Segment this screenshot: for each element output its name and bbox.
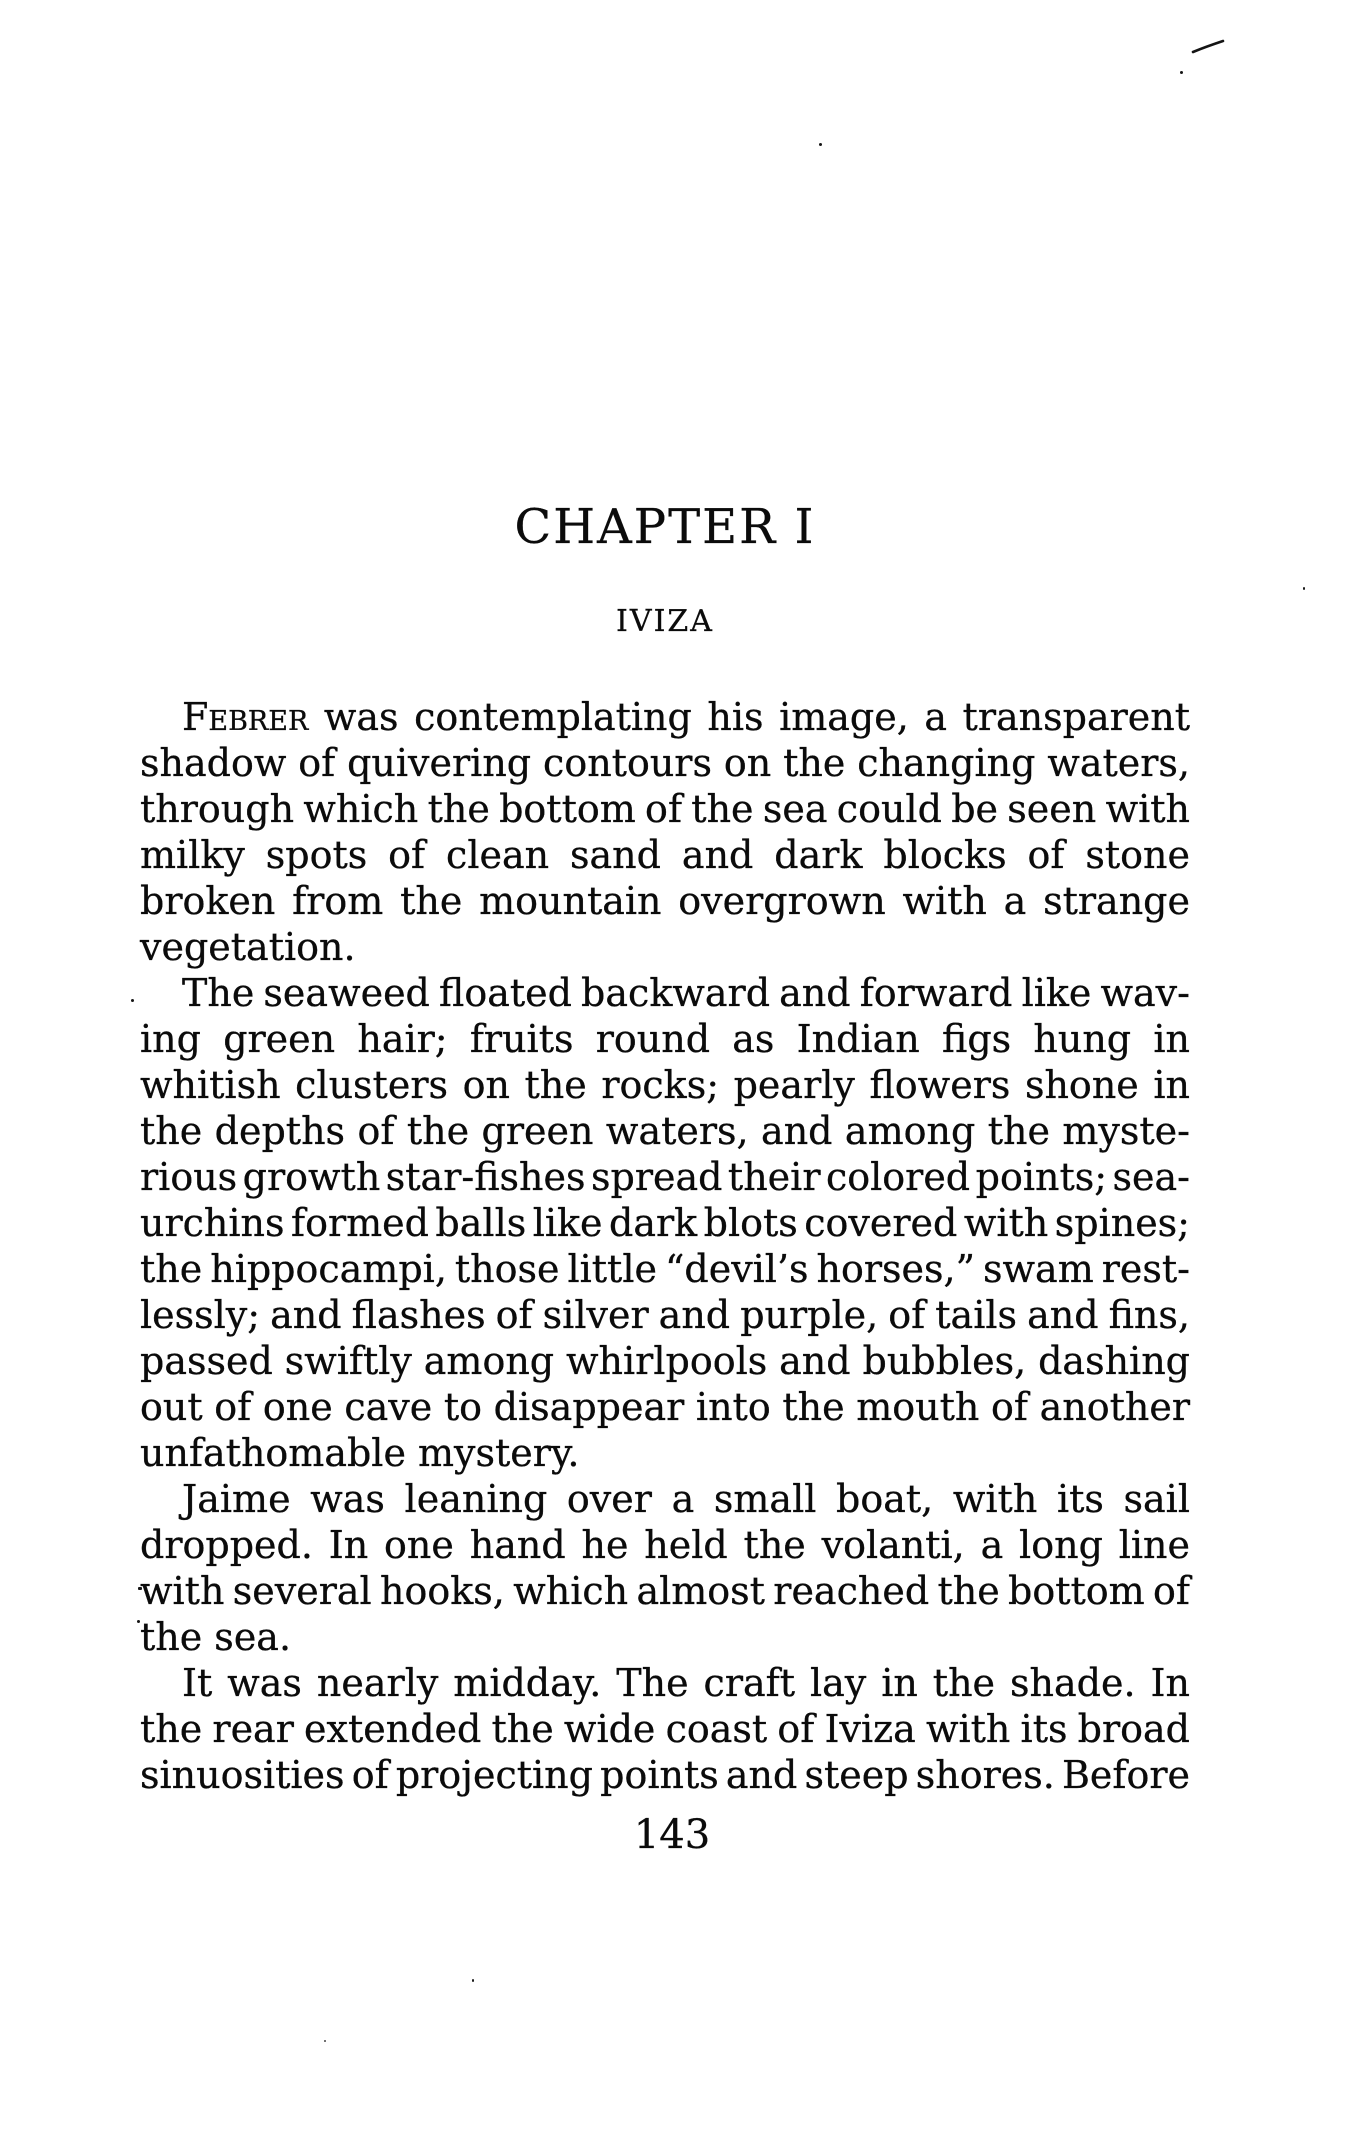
- small-caps-lead: Febrer: [182, 695, 309, 739]
- text-line: dropped. In one hand he held the volanti, a long line: [140, 1523, 1190, 1567]
- scan-speck: [472, 1979, 474, 1982]
- scan-speck: [819, 143, 822, 146]
- scan-speck: [1303, 587, 1305, 590]
- text-line: the depths of the green waters, and among the myste-: [140, 1109, 1190, 1153]
- text-line: Febrer was contemplating his image, a transparent: [182, 695, 1190, 739]
- paragraph: [140, 694, 1190, 970]
- text-line: with several hooks, which almost reached the bottom of: [140, 1569, 1190, 1613]
- text-line: lessly; and flashes of silver and purple, of tails and fins,: [140, 1293, 1190, 1337]
- scan-stroke-mark: [1191, 39, 1225, 55]
- scan-speck: [324, 2040, 326, 2042]
- text-line: milky spots of clean sand and dark blocks of stone: [140, 833, 1190, 877]
- text-line: rious growth star-fishes spread their colored points; sea-: [140, 1155, 1190, 1199]
- text-line: The seaweed floated backward and forward like wav-: [182, 971, 1190, 1015]
- text-line: passed swiftly among whirlpools and bubbles, dashing: [140, 1339, 1190, 1383]
- text-line: unfathomable mystery.: [140, 1431, 580, 1475]
- chapter-heading: CHAPTER I: [514, 499, 816, 555]
- text-line: whitish clusters on the rocks; pearly flowers shone in: [140, 1063, 1190, 1107]
- text-line: vegetation.: [140, 925, 356, 969]
- body-text: [140, 694, 1190, 1798]
- text-line: It was nearly midday. The craft lay in the shade. In: [182, 1661, 1190, 1705]
- page-number: 143: [633, 1812, 711, 1858]
- text-line: shadow of quivering contours on the changing waters,: [140, 741, 1190, 785]
- text-line: the hippocampi, those little “devil’s horses,” swam rest-: [140, 1247, 1190, 1291]
- scan-speck: [1180, 71, 1183, 74]
- text-line: through which the bottom of the sea could be seen with: [140, 787, 1190, 831]
- text-line: out of one cave to disappear into the mouth of another: [140, 1385, 1190, 1429]
- paragraph: [140, 1476, 1190, 1660]
- text-line: sinuosities of projecting points and steep shores. Before: [140, 1753, 1190, 1797]
- text-line: urchins formed balls like dark blots covered with spines;: [140, 1201, 1190, 1245]
- paragraph: [140, 970, 1190, 1476]
- text-line: ing green hair; fruits round as Indian figs hung in: [140, 1017, 1190, 1061]
- text-line: the rear extended the wide coast of Iviza with its broad: [140, 1707, 1191, 1751]
- scan-speck: [131, 999, 134, 1002]
- text-line: broken from the mountain overgrown with a strange: [140, 879, 1190, 923]
- text-line: Jaime was leaning over a small boat, with its sail: [182, 1477, 1190, 1521]
- paragraph: [140, 1660, 1190, 1798]
- text-line: the sea.: [140, 1615, 292, 1659]
- section-heading: IVIZA: [616, 604, 714, 639]
